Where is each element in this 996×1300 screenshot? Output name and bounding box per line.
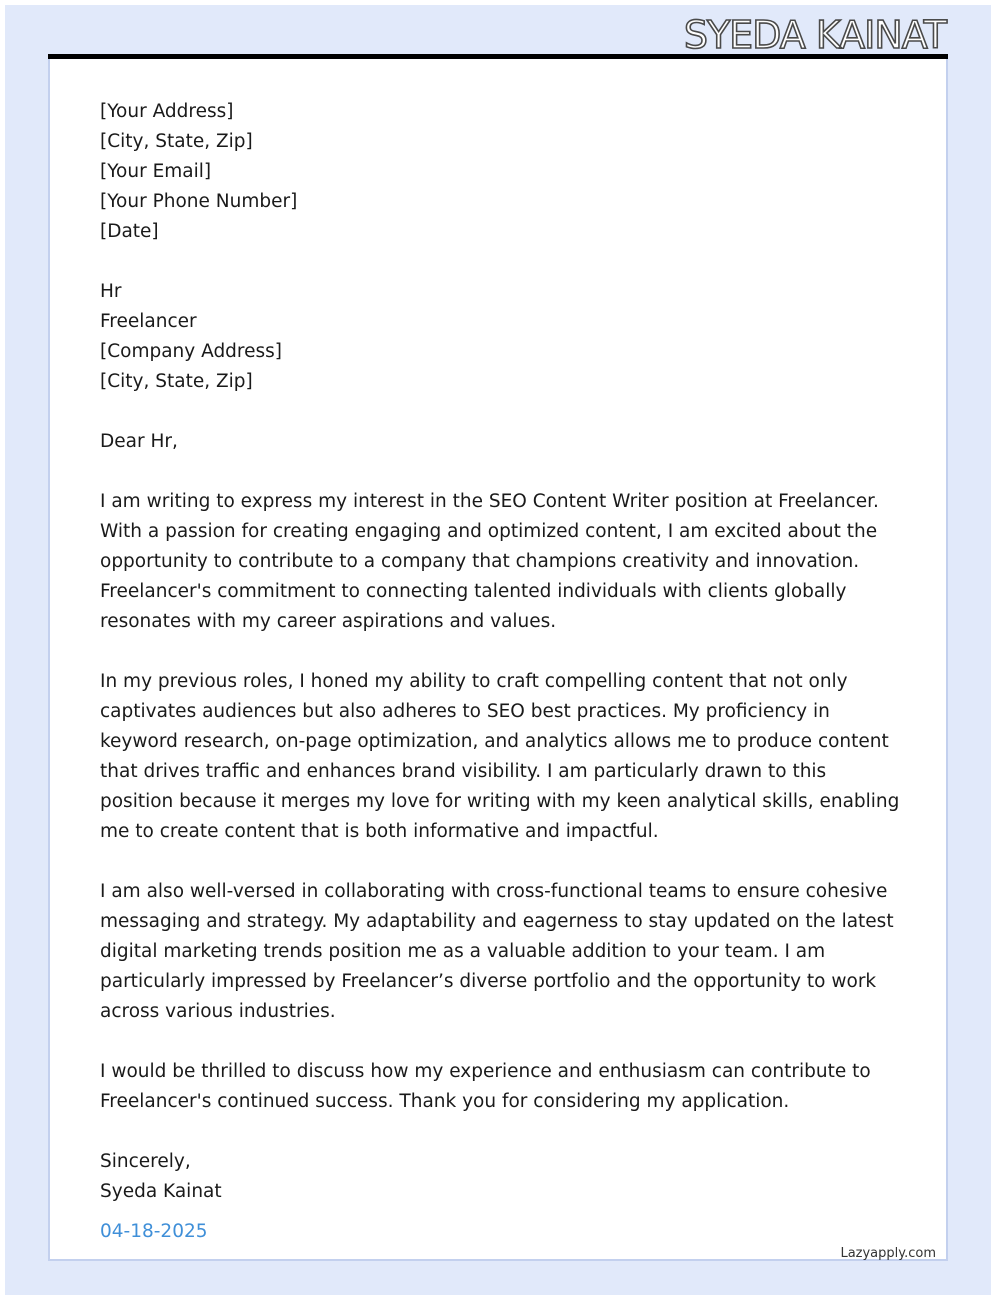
header-name: SYEDA KAINAT	[683, 13, 946, 57]
recipient-city-state-zip: [City, State, Zip]	[100, 371, 253, 392]
sender-city-state-zip: [City, State, Zip]	[100, 131, 253, 152]
signature-name: Syeda Kainat	[100, 1181, 222, 1202]
sender-block	[100, 97, 900, 247]
sender-email: [Your Email]	[100, 161, 212, 182]
sender-date: [Date]	[100, 221, 159, 242]
sender-address: [Your Address]	[100, 101, 234, 122]
salutation: Dear Hr,	[100, 431, 178, 452]
letter-date: 04-18-2025	[100, 1221, 208, 1242]
recipient-company: Freelancer	[100, 311, 197, 332]
valediction: Sincerely,	[100, 1151, 191, 1172]
recipient-block	[100, 277, 900, 397]
body-paragraph-3: I am also well-versed in collaborating with cross-functional teams to ensure cohesive messaging and strategy. My adaptability and eagerness to stay updated on the latest digital marketing trends position me as a valuable addition to your team. I am particularly impressed by Freelancer’s diverse portfolio and the opportunity to work across various industries.	[100, 881, 894, 1022]
body-paragraph-1: I am writing to express my interest in the SEO Content Writer position at Freelancer. With a passion for creating engaging and optimized content, I am excited about the opportunity to contribute to a company that champions creativity and innovation. Freelancer's commitment to connecting talented individuals with clients globally resonates with my career aspirations and values.	[100, 491, 879, 632]
body-paragraph-2: In my previous roles, I honed my ability to craft compelling content that not only captivates audiences but also adheres to SEO best practices. My proficiency in keyword research, on-page optimization, and analytics allows me to produce content that drives traffic and enhances brand visibility. I am particularly drawn to this position because it merges my love for writing with my keen analytical skills, enabling me to create content that is both informative and impactful.	[100, 671, 900, 842]
watermark: Lazyapply.com	[840, 1246, 936, 1261]
sender-phone: [Your Phone Number]	[100, 191, 298, 212]
body-paragraph-4: I would be thrilled to discuss how my experience and enthusiasm can contribute to Freelancer's continued success. Thank you for considering my application.	[100, 1061, 871, 1112]
recipient-address: [Company Address]	[100, 341, 283, 362]
letter-body	[100, 97, 900, 1247]
recipient-name: Hr	[100, 281, 122, 302]
